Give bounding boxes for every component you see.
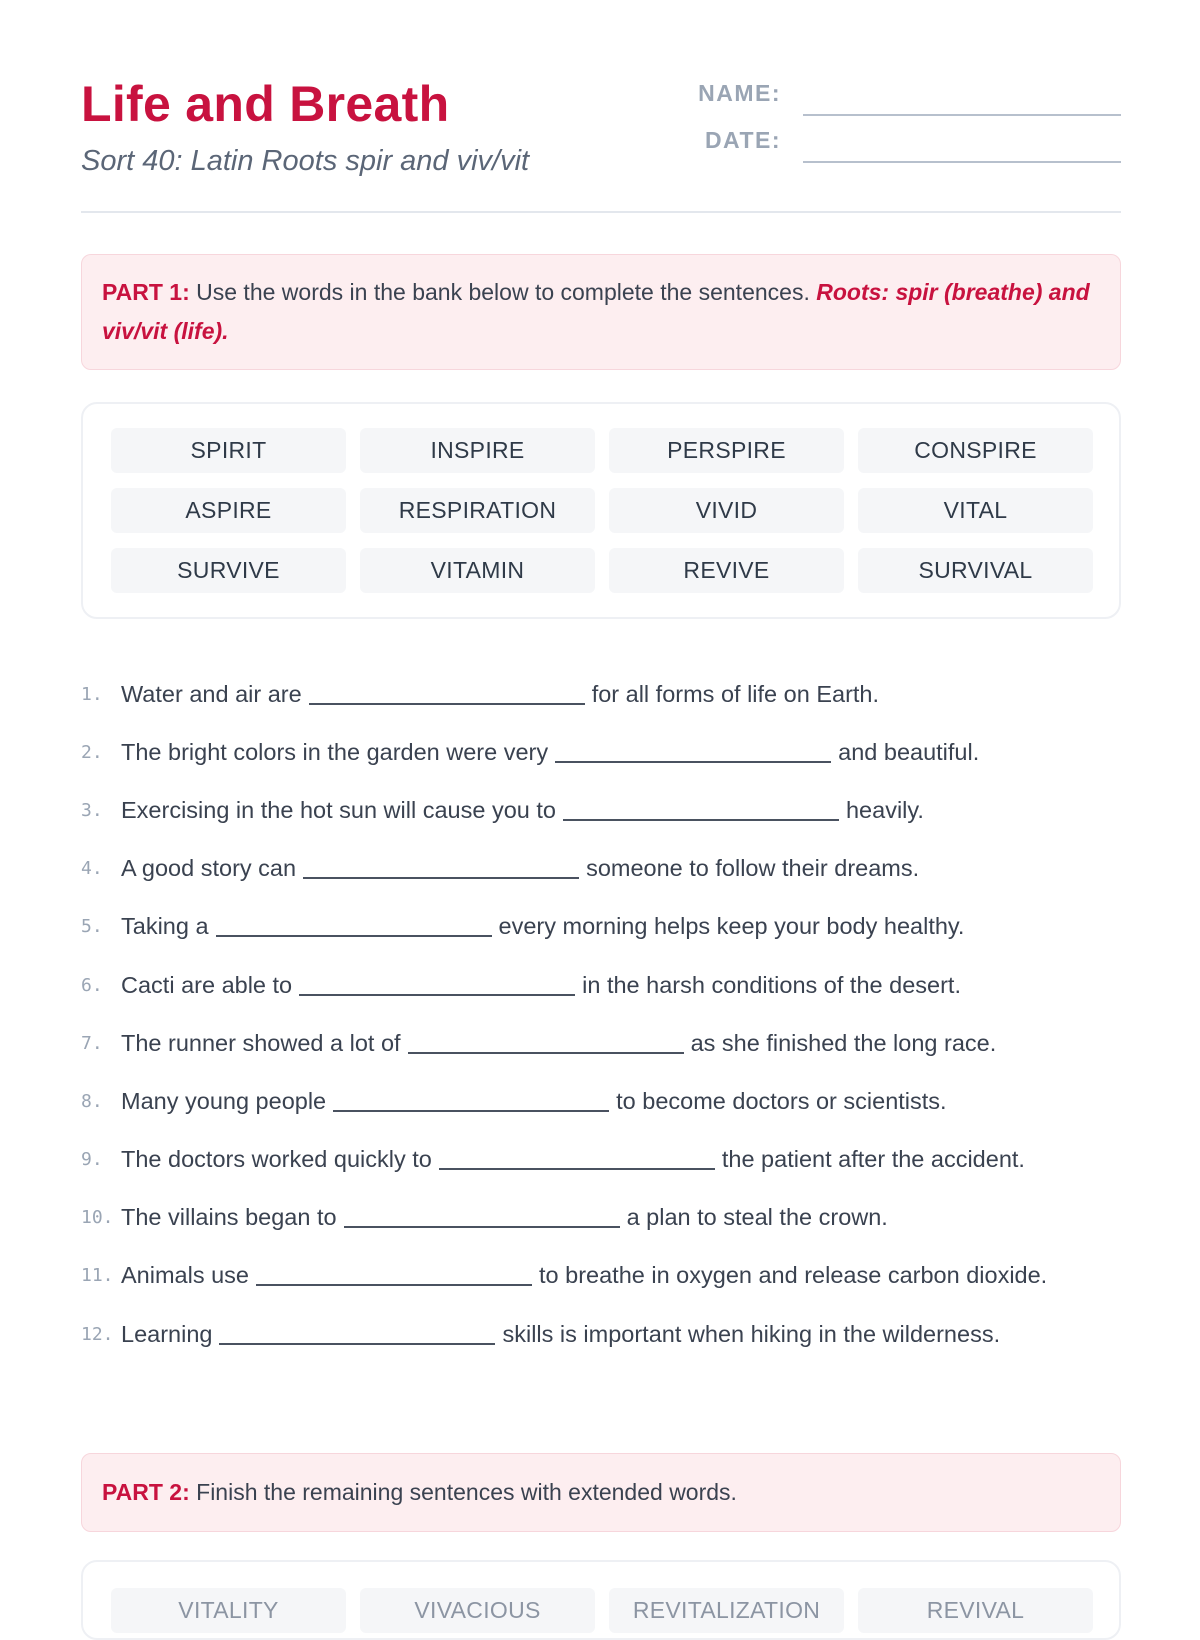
date-label: DATE: — [704, 127, 781, 153]
word-chip: PERSPIRE — [609, 428, 844, 473]
sentence-text-before: The runner showed a lot of — [121, 1029, 401, 1056]
sentence-number: 5. — [81, 916, 103, 938]
part1-roots: Roots: spir (breathe) and viv/vit (life). — [102, 279, 1090, 344]
sentence-number: 8. — [81, 1090, 103, 1112]
sentence-text-after: skills is important when hiking in the wilderness. — [502, 1320, 1001, 1347]
word-chip: REVIVAL — [858, 1588, 1093, 1633]
sentence-item — [81, 665, 1141, 723]
part2-label: PART 2: — [102, 1479, 190, 1505]
answer-blank[interactable] — [299, 975, 575, 996]
sentence-item — [81, 956, 1141, 1014]
sentence-number: 4. — [81, 858, 103, 880]
part1-label: PART 1: — [102, 279, 190, 305]
word-bank-grid — [111, 428, 1091, 593]
part2-text: Finish the remaining sentences with extended words. — [189, 1479, 737, 1505]
sentence-text-after: every morning helps keep your body healthy. — [498, 913, 965, 940]
answer-blank[interactable] — [555, 742, 831, 763]
word-chip: VITALITY — [111, 1588, 346, 1633]
sentence-item — [81, 898, 1141, 956]
sentence-number: 7. — [81, 1032, 103, 1054]
sentence-text-before: Taking a — [121, 913, 209, 940]
sentence-item — [81, 1014, 1141, 1072]
word-chip: REVITALIZATION — [609, 1588, 844, 1633]
sentence-item — [81, 1305, 1141, 1363]
sentence-text-after: and beautiful. — [838, 738, 980, 765]
part1-instructions — [81, 254, 1121, 370]
word-chip: VIVID — [609, 488, 844, 533]
word-chip: VIVACIOUS — [360, 1588, 595, 1633]
sentence-number: 2. — [81, 741, 103, 763]
sentence-number: 10. — [81, 1207, 114, 1229]
word-chip: REVIVE — [609, 548, 844, 593]
word-chip: RESPIRATION — [360, 488, 595, 533]
header-divider — [81, 211, 1121, 213]
sentence-number: 9. — [81, 1149, 103, 1171]
sentence-text-before: Cacti are able to — [121, 971, 293, 998]
sentence-text-before: The villains began to — [121, 1204, 337, 1231]
answer-blank[interactable] — [344, 1207, 620, 1228]
sentence-number: 3. — [81, 799, 103, 821]
word-chip: ASPIRE — [111, 488, 346, 533]
word-chip: VITAMIN — [360, 548, 595, 593]
part2-instructions — [81, 1453, 1121, 1532]
sentence-item — [81, 723, 1141, 781]
name-line[interactable] — [803, 80, 1121, 116]
sentence-text-after: for all forms of life on Earth. — [591, 680, 880, 707]
sentence-text-before: Animals use — [121, 1262, 249, 1289]
sentence-item — [81, 1072, 1141, 1130]
sentence-text-after: the patient after the accident. — [721, 1146, 1025, 1173]
word-chip: VITAL — [858, 488, 1093, 533]
sentence-text-before: Learning — [121, 1320, 213, 1347]
word-chip: INSPIRE — [360, 428, 595, 473]
sentence-number: 1. — [81, 683, 103, 705]
sentence-item — [81, 1189, 1141, 1247]
answer-blank[interactable] — [256, 1265, 532, 1286]
answer-blank[interactable] — [439, 1149, 715, 1170]
sentence-item — [81, 1247, 1141, 1305]
name-label: NAME: — [698, 80, 781, 106]
sentence-item — [81, 781, 1141, 839]
sentence-text-before: Many young people — [121, 1087, 327, 1114]
sentence-text-after: to breathe in oxygen and release carbon dioxide. — [539, 1262, 1048, 1289]
worksheet-header — [81, 75, 1121, 175]
sentence-text-before: Exercising in the hot sun will cause you to — [121, 796, 556, 823]
sentence-text-after: as she finished the long race. — [690, 1029, 997, 1056]
answer-blank[interactable] — [309, 684, 585, 705]
sentence-text-after: a plan to steal the crown. — [626, 1204, 888, 1231]
sentence-number: 12. — [81, 1323, 114, 1345]
sentence-text-after: someone to follow their dreams. — [586, 855, 920, 882]
sentence-number: 6. — [81, 974, 103, 996]
part1-text: Use the words in the bank below to complete the sentences. — [189, 279, 817, 305]
date-field — [681, 127, 1121, 157]
answer-blank[interactable] — [303, 858, 579, 879]
sentence-text-before: The doctors worked quickly to — [121, 1146, 432, 1173]
word-chip: SURVIVE — [111, 548, 346, 593]
worksheet-title: Life and Breath — [81, 76, 450, 132]
answer-blank[interactable] — [216, 916, 492, 937]
answer-blank[interactable] — [219, 1324, 495, 1345]
answer-blank[interactable] — [333, 1091, 609, 1112]
sentence-item — [81, 1131, 1141, 1189]
word-bank — [81, 402, 1121, 619]
word-chip: SPIRIT — [111, 428, 346, 473]
answer-blank[interactable] — [408, 1033, 684, 1054]
word-chip: CONSPIRE — [858, 428, 1093, 473]
sentence-text-before: Water and air are — [121, 680, 302, 707]
sentence-item — [81, 840, 1141, 898]
word-chip: SURVIVAL — [858, 548, 1093, 593]
sentence-list — [81, 665, 1141, 1363]
answer-blank[interactable] — [563, 800, 839, 821]
word-bank-2-grid — [111, 1588, 1091, 1633]
sentence-number: 11. — [81, 1265, 114, 1287]
worksheet-subtitle: Sort 40: Latin Roots spir and viv/vit — [81, 145, 530, 177]
date-line[interactable] — [803, 127, 1121, 163]
sentence-text-before: A good story can — [121, 855, 297, 882]
name-field — [681, 80, 1121, 110]
sentence-text-after: heavily. — [845, 796, 924, 823]
word-bank-2 — [81, 1560, 1121, 1640]
sentence-text-after: to become doctors or scientists. — [616, 1087, 947, 1114]
sentence-text-before: The bright colors in the garden were very — [121, 738, 549, 765]
sentence-text-after: in the harsh conditions of the desert. — [582, 971, 961, 998]
